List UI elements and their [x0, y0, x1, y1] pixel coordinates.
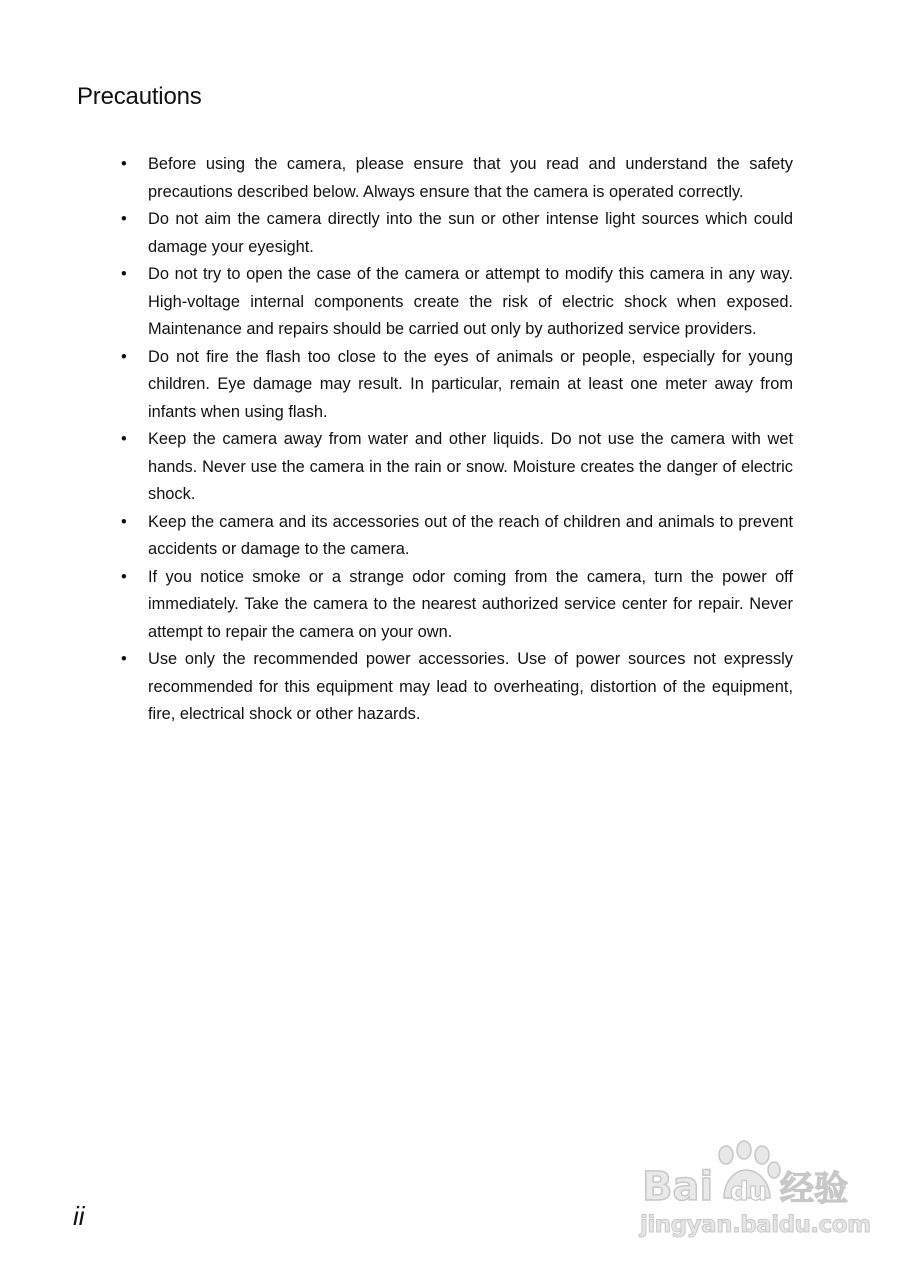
- precaution-item: • Do not aim the camera directly into the sun or other intense light sources which could damage your eyesight.: [121, 206, 793, 261]
- page-title: Precautions: [77, 83, 202, 110]
- precautions-list: [121, 151, 793, 729]
- baidu-logo-icon: [636, 1140, 856, 1210]
- watermark-url: jingyan.baidu.com: [640, 1212, 871, 1238]
- precaution-item: • Keep the camera away from water and other liquids. Do not use the camera with wet hands. Never use the camera in the rain or snow. Moisture creates the danger of electric shock.: [121, 426, 793, 509]
- watermark-logo-text: Bai: [642, 1164, 714, 1210]
- precaution-item: • Keep the camera and its accessories out of the reach of children and animals to prevent accidents or damage to the camera.: [121, 509, 793, 564]
- baidu-jingyan-watermark: [628, 1140, 871, 1250]
- watermark-logo-cn: 经验: [780, 1169, 848, 1209]
- precaution-item: • Before using the camera, please ensure that you read and understand the safety precautions described below. Always ensure that the camera is operated correctly.: [121, 151, 793, 206]
- precaution-item: • Do not fire the flash too close to the eyes of animals or people, especially for young children. Eye damage may result. In particular, remain at least one meter away from infants when using flash.: [121, 344, 793, 427]
- precaution-item: • Use only the recommended power accessories. Use of power sources not expressly recommended for this equipment may lead to overheating, distortion of the equipment, fire, electrical shock or other hazards.: [121, 646, 793, 729]
- precaution-item: • Do not try to open the case of the camera or attempt to modify this camera in any way. High-voltage internal components create the risk of electric shock when exposed. Maintenance and repairs should be carried out only by authorized service providers.: [121, 261, 793, 344]
- watermark-logo-text-2: du: [730, 1177, 768, 1207]
- page-number: ii: [73, 1201, 85, 1231]
- precaution-item: • If you notice smoke or a strange odor coming from the camera, turn the power off immediately. Take the camera to the nearest authorized service center for repair. Never attempt to repair the camera on your own.: [121, 564, 793, 647]
